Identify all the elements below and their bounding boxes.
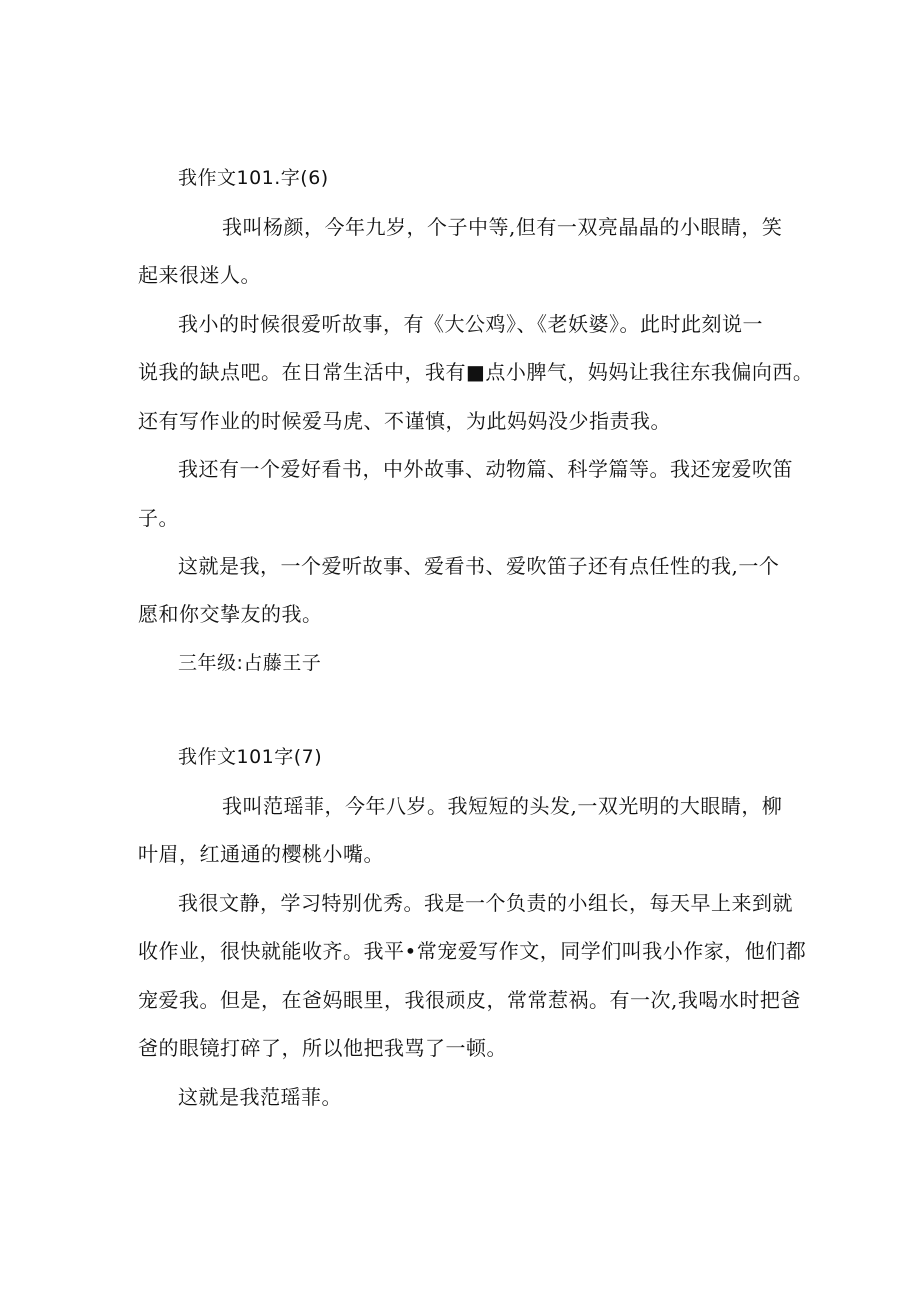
essay-2-line: 我很文静，学习特别优秀。我是一个负责的小组长，每天早上来到就	[178, 891, 793, 915]
essay-1-line: 这就是我，一个爱听故事、爱看书、爱吹笛子还有点任性的我,一个	[178, 554, 780, 578]
essay-1-line: 起来很迷人。	[138, 263, 261, 287]
essay-2-line: 这就是我范瑶菲。	[178, 1085, 342, 1109]
essay-1-line: 我还有一个爱好看书，中外故事、动物篇、科学篇等。我还宠爱吹笛	[178, 457, 793, 481]
essay-2-line: 我叫范瑶菲，今年八岁。我短短的头发,一双光明的大眼睛，柳	[222, 794, 783, 818]
essay-1-signature: 三年级:占藤王子	[178, 652, 322, 674]
essay-1-line: 愿和你交挚友的我。	[138, 602, 323, 626]
essay-2-line: 收作业，很快就能收齐。我平•常宠爱写作文，同学们叫我小作家，他们都	[138, 939, 807, 963]
essay-1-line: 我叫杨颜，今年九岁，个子中等,但有一双亮晶晶的小眼睛，笑	[222, 215, 783, 239]
essay-1-line: 说我的缺点吧。在日常生活中，我有■点小脾气，妈妈让我往东我偏向西。	[138, 360, 814, 384]
essay-2-line: 叶眉，红通通的樱桃小嘴。	[138, 842, 384, 866]
essay-2-line: 爸的眼镜打碎了，所以他把我骂了一顿。	[138, 1036, 507, 1060]
essay-1-line: 我小的时候很爱听故事，有《大公鸡》、《老妖婆》。此时此刻说一	[178, 312, 763, 336]
essay-1-title: 我作文101.字(6)	[178, 167, 329, 189]
essay-1-line: 还有写作业的时候爱马虎、不谨慎，为此妈妈没少指责我。	[138, 409, 671, 433]
essay-2-line: 宠爱我。但是，在爸妈眼里，我很顽皮，常常惹祸。有一次,我喝水时把爸	[138, 988, 801, 1012]
essay-1-line: 子。	[138, 506, 179, 530]
essay-2-title: 我作文101字(7)	[178, 746, 323, 768]
